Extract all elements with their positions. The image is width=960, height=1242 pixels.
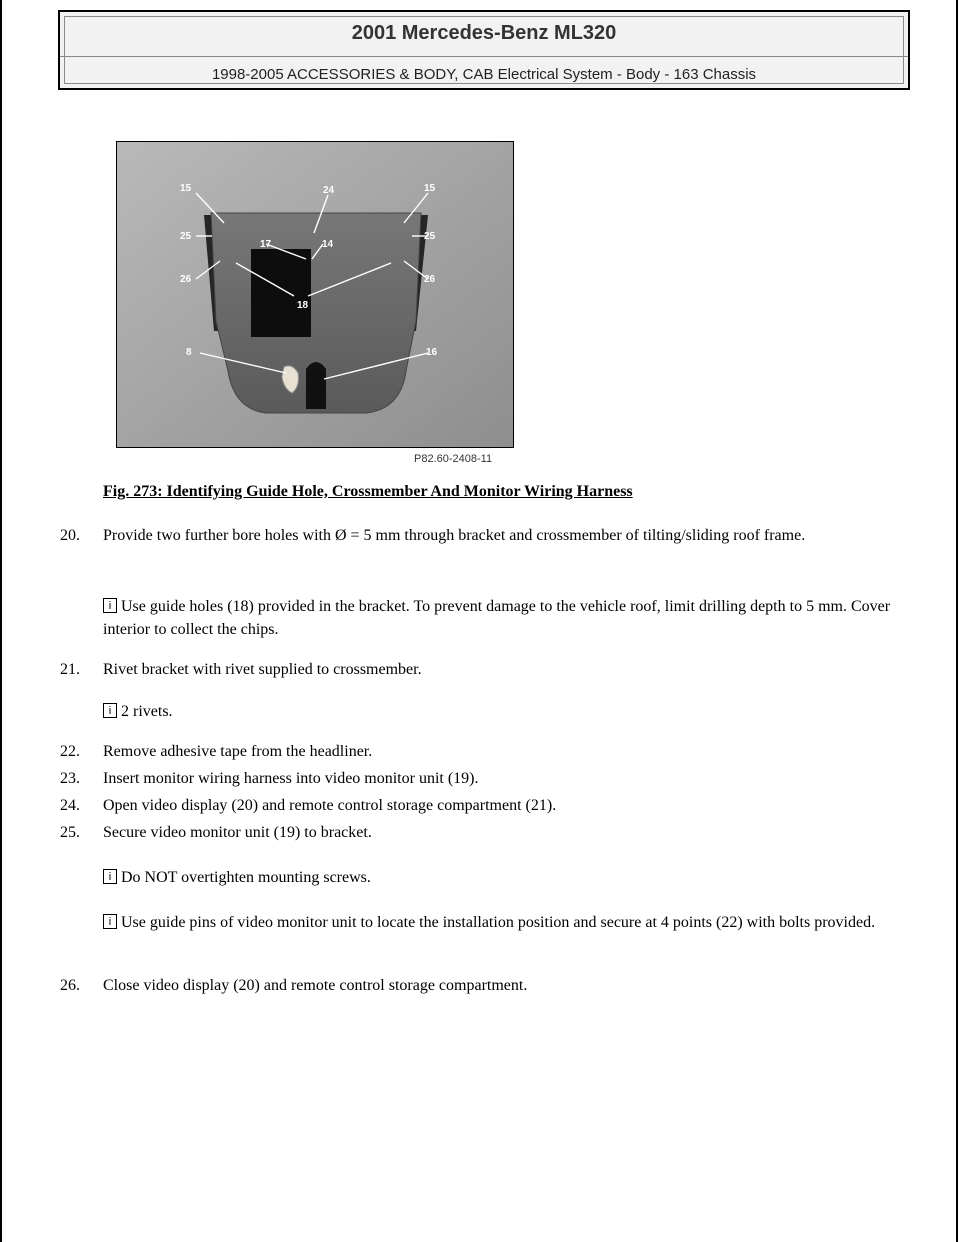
step-text: Open video display (20) and remote control storage compartment (21). — [103, 797, 557, 814]
note-text: Do NOT overtighten mounting screws. — [121, 869, 371, 886]
callout-8: 8 — [186, 347, 192, 358]
step-text: Rivet bracket with rivet supplied to crossmember. — [103, 661, 422, 678]
step-number: 24. — [60, 797, 80, 814]
step-number: 22. — [60, 743, 80, 760]
callout-25-right: 25 — [424, 231, 436, 242]
step-number: 25. — [60, 824, 80, 841]
page-header — [58, 10, 910, 90]
callout-25-left: 25 — [180, 231, 192, 242]
info-icon: i — [103, 914, 117, 929]
callout-15-right: 15 — [424, 183, 436, 194]
step-text: Close video display (20) and remote control storage compartment. — [103, 977, 528, 994]
step-text: Insert monitor wiring harness into video monitor unit (19). — [103, 770, 479, 787]
document-subtitle: 1998-2005 ACCESSORIES & BODY, CAB Electrical System - Body - 163 Chassis — [211, 66, 757, 83]
figure-273-photo — [116, 141, 514, 448]
step-number: 20. — [60, 527, 80, 544]
info-icon: i — [103, 869, 117, 884]
info-icon: i — [103, 598, 117, 613]
step-text: Provide two further bore holes with Ø = 5 mm through bracket and crossmember of tilting/sliding roof frame. — [103, 527, 806, 544]
step-text: Secure video monitor unit (19) to bracket. — [103, 824, 372, 841]
note-rivets — [103, 700, 903, 723]
figure-caption: Fig. 273: Identifying Guide Hole, Crossmember And Monitor Wiring Harness — [103, 483, 633, 500]
note-guide-pins — [103, 911, 903, 934]
step-number: 21. — [60, 661, 80, 678]
note-guide-holes — [103, 595, 903, 641]
callout-17: 17 — [260, 239, 272, 250]
callout-18: 18 — [297, 300, 309, 311]
callout-26-left: 26 — [180, 274, 192, 285]
bracket-window — [251, 249, 311, 337]
header-divider — [60, 56, 908, 57]
note-text: 2 rivets. — [121, 703, 173, 720]
callout-15-left: 15 — [180, 183, 192, 194]
wiring-slot — [306, 362, 326, 409]
note-text: Use guide holes (18) provided in the bracket. To prevent damage to the vehicle roof, limit drilling depth to 5 mm. Cover interior to collect the chips. — [103, 598, 891, 638]
figure-code: P82.60-2408-11 — [414, 453, 493, 465]
callout-26-right: 26 — [424, 274, 436, 285]
step-number: 23. — [60, 770, 80, 787]
note-text: Use guide pins of video monitor unit to locate the installation position and secure at 4 points (22) with bolts provided. — [121, 914, 876, 931]
document-title: 2001 Mercedes-Benz ML320 — [351, 22, 617, 44]
callout-24: 24 — [323, 185, 335, 196]
step-number: 26. — [60, 977, 80, 994]
step-text: Remove adhesive tape from the headliner. — [103, 743, 373, 760]
note-screws — [103, 866, 903, 889]
callout-14: 14 — [322, 239, 334, 250]
info-icon: i — [103, 703, 117, 718]
callout-16: 16 — [426, 347, 438, 358]
